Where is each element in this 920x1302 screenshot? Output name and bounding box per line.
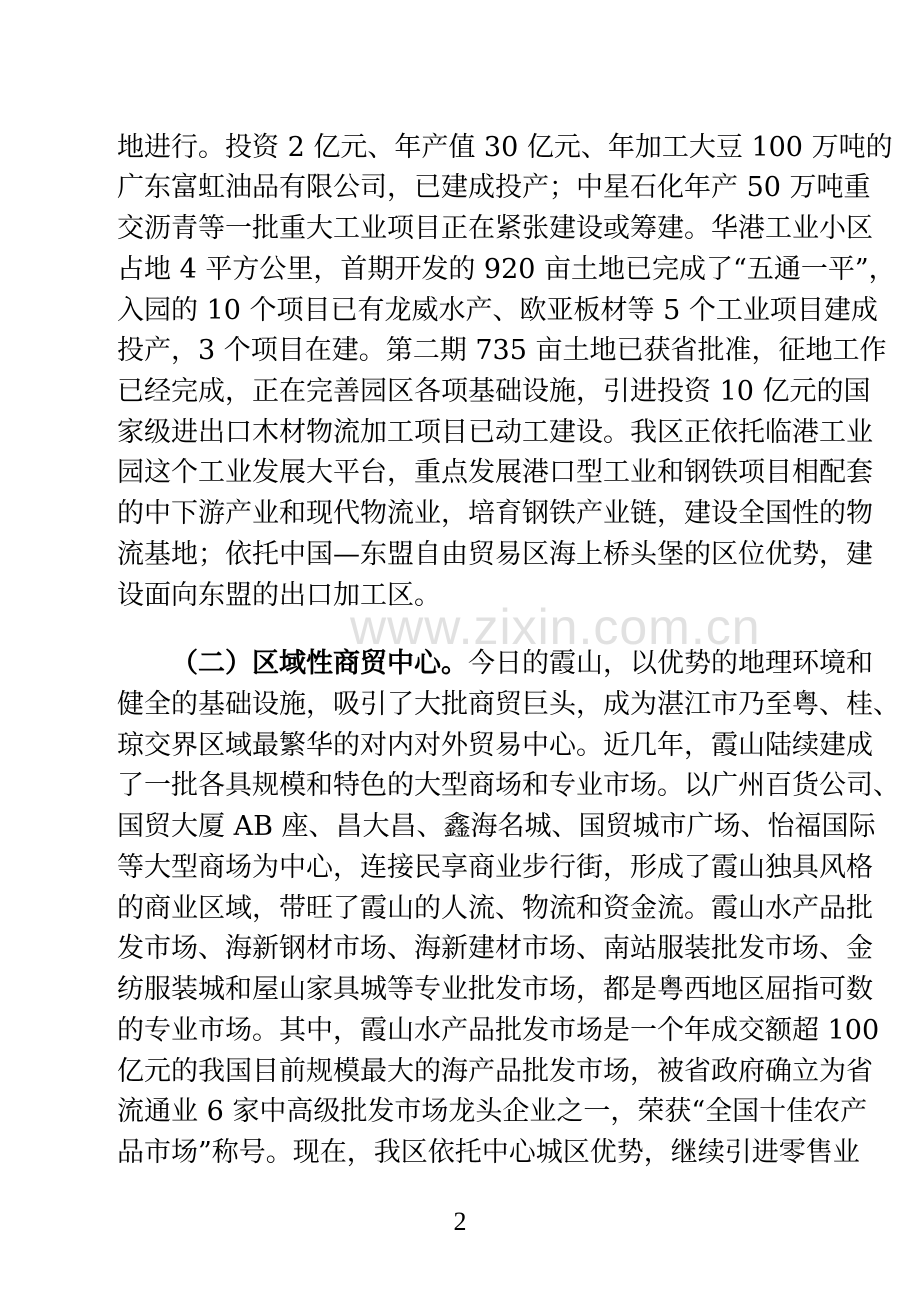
body-line: 品市场”称号。现在，我区依托中心城区优势，继续引进零售业 — [117, 1137, 860, 1168]
body-line: 投产，3 个项目在建。第二期 735 亩土地已获省批准，征地工作 — [117, 335, 887, 366]
body-line: 流通业 6 家中高级批发市场龙头企业之一，荣获“全国十佳农产 — [117, 1096, 868, 1127]
section-heading-line — [171, 644, 873, 684]
body-line: 占地 4 平方公里，首期开发的 920 亩土地已完成了“五通一平”， — [117, 254, 896, 285]
body-line: 的商业区域，带旺了霞山的人流、物流和资金流。霞山水产品批 — [117, 893, 873, 924]
page-number: 2 — [453, 1207, 467, 1236]
body-line: 家级进出口木材物流加工项目已动工建设。我区正依托临港工业 — [117, 417, 873, 448]
body-line: 的中下游产业和现代物流业，培育钢铁产业链，建设全国性的物 — [117, 498, 873, 529]
body-line: 琼交界区域最繁华的对内对外贸易中心。近几年，霞山陆续建成 — [117, 730, 873, 761]
body-line: 的专业市场。其中，霞山水产品批发市场是一个年成交额超 100 — [117, 1015, 880, 1046]
body-line: 已经完成，正在完善园区各项基础设施，引进投资 10 亿元的国 — [117, 376, 871, 407]
body-line: 园这个工业发展大平台，重点发展港口型工业和钢铁项目相配套 — [117, 457, 873, 488]
body-line: 交沥青等一批重大工业项目正在紧张建设或筹建。华港工业小区 — [117, 213, 873, 244]
body-line: 亿元的我国目前规模最大的海产品批发市场，被省政府确立为省 — [117, 1056, 873, 1087]
body-line: 等大型商场为中心，连接民享商业步行街，形成了霞山独具风格 — [117, 852, 873, 883]
body-line: 广东富虹油品有限公司，已建成投产；中星石化年产 50 万吨重 — [117, 172, 871, 203]
body-line: 地进行。投资 2 亿元、年产值 30 亿元、年加工大豆 100 万吨的 — [117, 132, 893, 163]
section-heading-rest: 今日的霞山，以优势的地理环境和 — [468, 648, 873, 679]
watermark: www.zixin.com.cn — [350, 599, 761, 655]
body-line: 健全的基础设施，吸引了大批商贸巨头，成为湛江市乃至粤、桂、 — [117, 689, 900, 720]
body-line: 流基地；依托中国—东盟自由贸易区海上桥头堡的区位优势，建 — [117, 539, 873, 570]
body-line: 了一批各具规模和特色的大型商场和专业市场。以广州百货公司、 — [117, 770, 900, 801]
body-line: 入园的 10 个项目已有龙威水产、欧亚板材等 5 个工业项目建成 — [117, 295, 878, 326]
body-line: 发市场、海新钢材市场、海新建材市场、南站服装批发市场、金 — [117, 933, 873, 964]
body-line: 设面向东盟的出口加工区。 — [117, 580, 441, 611]
body-line: 国贸大厦 AB 座、昌大昌、鑫海名城、国贸城市广场、怡福国际 — [117, 811, 876, 842]
section-heading: （二）区域性商贸中心。 — [171, 648, 468, 679]
body-line: 纺服装城和屋山家具城等专业批发市场，都是粤西地区屈指可数 — [117, 974, 873, 1005]
